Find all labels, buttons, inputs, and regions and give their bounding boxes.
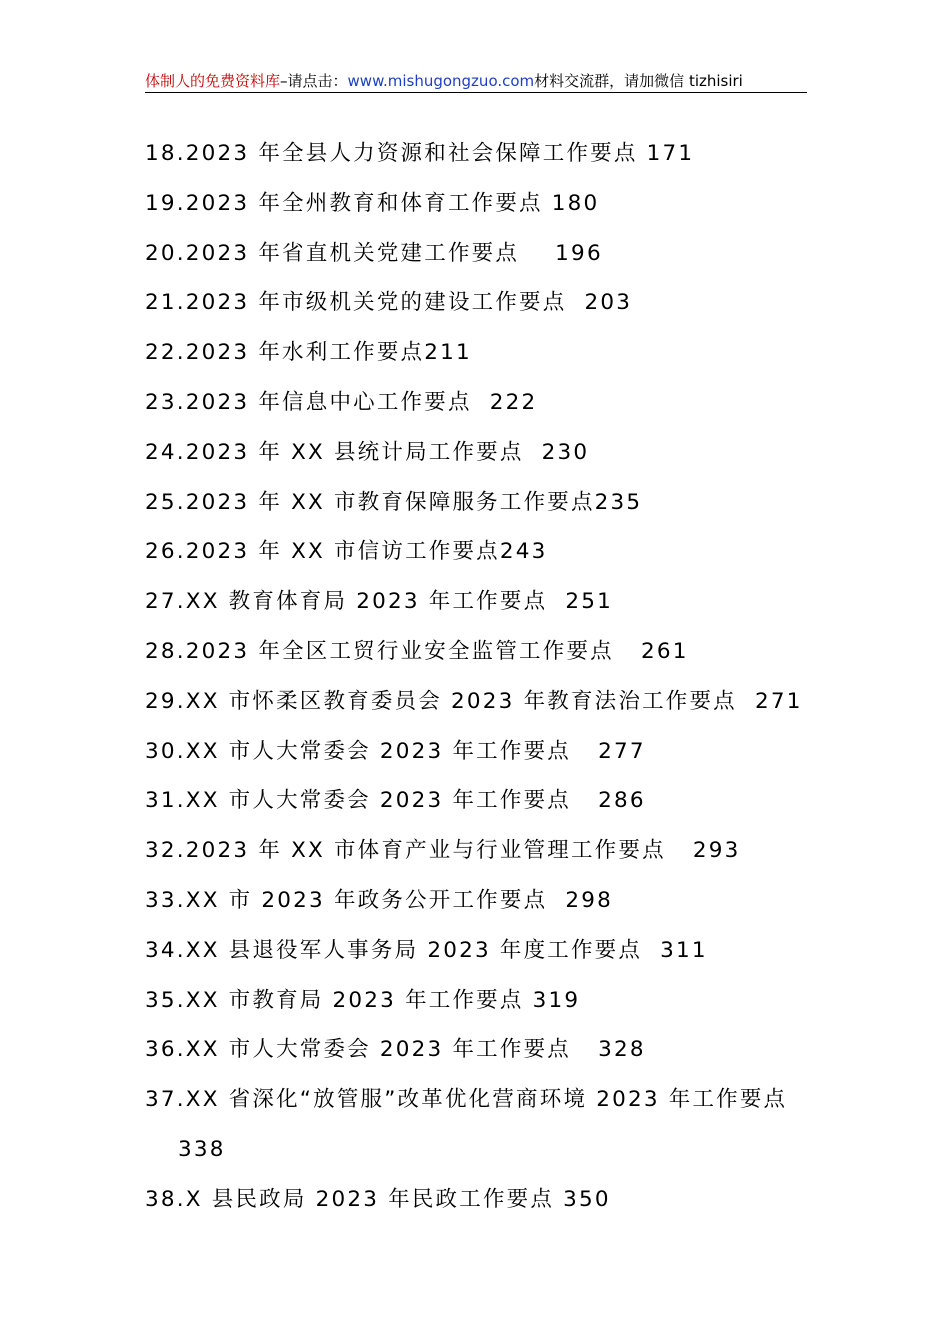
header-url-link[interactable]: www.mishugongzuo.com bbox=[347, 72, 535, 90]
table-of-contents bbox=[145, 129, 810, 1225]
toc-entry-29: 29.XX 市怀柔区教育委员会 2023 年教育法治工作要点 271 bbox=[145, 688, 803, 714]
toc-entry-21: 21.2023 年市级机关党的建设工作要点 203 bbox=[145, 290, 633, 316]
header-contact: 材料交流群，请加微信 tizhisiri bbox=[534, 72, 743, 90]
toc-entry-27: 27.XX 教育体育局 2023 年工作要点 251 bbox=[145, 589, 613, 615]
toc-entry-20: 20.2023 年省直机关党建工作要点 196 bbox=[145, 240, 603, 266]
toc-entry-22: 22.2023 年水利工作要点211 bbox=[145, 340, 472, 366]
toc-entry-34: 34.XX 县退役军人事务局 2023 年度工作要点 311 bbox=[145, 937, 708, 963]
toc-entry-23: 23.2023 年信息中心工作要点 222 bbox=[145, 389, 538, 415]
toc-entry-32: 32.2023 年 XX 市体育产业与行业管理工作要点 293 bbox=[145, 838, 741, 864]
toc-entry-31: 31.XX 市人大常委会 2023 年工作要点 286 bbox=[145, 788, 646, 814]
toc-entry-25: 25.2023 年 XX 市教育保障服务工作要点235 bbox=[145, 489, 643, 515]
toc-entry-19: 19.2023 年全州教育和体育工作要点 180 bbox=[145, 190, 600, 216]
toc-entry-30: 30.XX 市人大常委会 2023 年工作要点 277 bbox=[145, 738, 646, 764]
toc-entry-28: 28.2023 年全区工贸行业安全监管工作要点 261 bbox=[145, 638, 689, 664]
toc-entry-38: 38.X 县民政局 2023 年民政工作要点 350 bbox=[145, 1186, 611, 1212]
toc-entry-37: 37.XX 省深化“放管服”改革优化营商环境 2023 年工作要点 bbox=[145, 1087, 788, 1113]
toc-entry-26: 26.2023 年 XX 市信访工作要点243 bbox=[145, 539, 548, 565]
toc-entry-37-page: 338 bbox=[178, 1136, 226, 1162]
toc-entry-33: 33.XX 市 2023 年政务公开工作要点 298 bbox=[145, 887, 613, 913]
toc-entry-35: 35.XX 市教育局 2023 年工作要点 319 bbox=[145, 987, 581, 1013]
page-header bbox=[145, 70, 807, 93]
toc-entry-18: 18.2023 年全县人力资源和社会保障工作要点 171 bbox=[145, 141, 695, 166]
toc-entry-24: 24.2023 年 XX 县统计局工作要点 230 bbox=[145, 439, 590, 465]
header-prompt: –请点击： bbox=[280, 72, 348, 90]
header-brand: 体制人的免费资料库 bbox=[145, 72, 281, 90]
toc-entry-36: 36.XX 市人大常委会 2023 年工作要点 328 bbox=[145, 1037, 646, 1063]
